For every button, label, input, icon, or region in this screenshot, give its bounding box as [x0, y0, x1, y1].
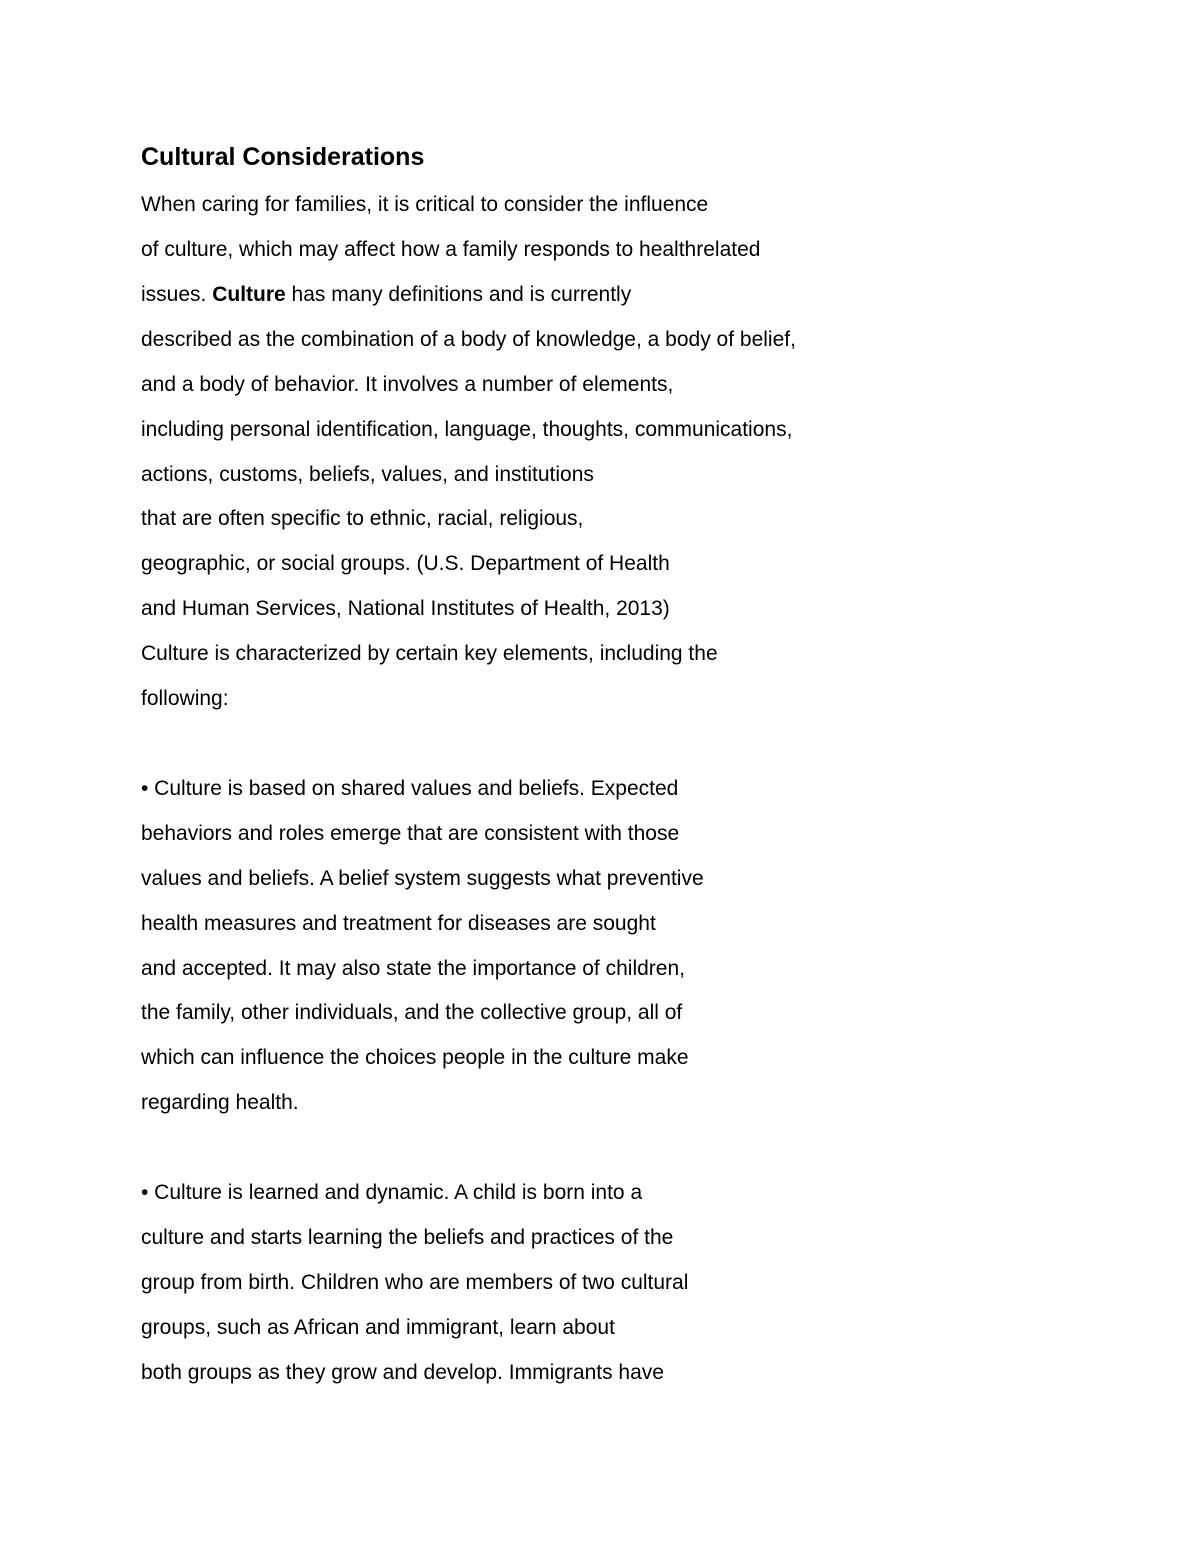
- intro-line-with-term: [141, 281, 631, 309]
- intro-line: Culture is characterized by certain key elements, including the: [141, 642, 718, 665]
- intro-line: including personal identification, language, thoughts, communications,: [141, 418, 793, 441]
- intro-text: issues.: [141, 283, 213, 306]
- intro-line: actions, customs, beliefs, values, and institutions: [141, 463, 594, 486]
- bullet-1-line: • Culture is based on shared values and beliefs. Expected: [141, 777, 679, 800]
- bullet-1-line: health measures and treatment for diseases are sought: [141, 912, 656, 935]
- intro-line: that are often specific to ethnic, racial, religious,: [141, 507, 584, 530]
- bullet-1-line: which can influence the choices people in the culture make: [141, 1046, 689, 1069]
- bullet-1-line: and accepted. It may also state the importance of children,: [141, 957, 685, 980]
- bullet-2-line: groups, such as African and immigrant, learn about: [141, 1316, 615, 1339]
- bullet-2-line: culture and starts learning the beliefs and practices of the: [141, 1226, 674, 1249]
- culture-term: Culture: [212, 283, 286, 306]
- intro-line: and a body of behavior. It involves a number of elements,: [141, 373, 674, 396]
- intro-line: described as the combination of a body of knowledge, a body of belief,: [141, 328, 796, 351]
- bullet-1-line: values and beliefs. A belief system suggests what preventive: [141, 867, 704, 890]
- intro-line: When caring for families, it is critical to consider the influence: [141, 193, 709, 216]
- intro-text: has many definitions and is currently: [285, 283, 632, 306]
- bullet-1-line: the family, other individuals, and the collective group, all of: [141, 1001, 683, 1024]
- bullet-2-line: • Culture is learned and dynamic. A child is born into a: [141, 1181, 643, 1204]
- bullet-1-line: behaviors and roles emerge that are consistent with those: [141, 822, 680, 845]
- intro-line: and Human Services, National Institutes of Health, 2013): [141, 597, 670, 620]
- intro-line: following:: [141, 687, 229, 710]
- bullet-2-line: group from birth. Children who are members of two cultural: [141, 1271, 689, 1294]
- bullet-1-line: regarding health.: [141, 1091, 299, 1114]
- bullet-2-line: both groups as they grow and develop. Immigrants have: [141, 1361, 664, 1384]
- page-title: Cultural Considerations: [141, 143, 425, 171]
- intro-line: geographic, or social groups. (U.S. Department of Health: [141, 552, 670, 575]
- intro-line: of culture, which may affect how a family responds to healthrelated: [141, 238, 761, 261]
